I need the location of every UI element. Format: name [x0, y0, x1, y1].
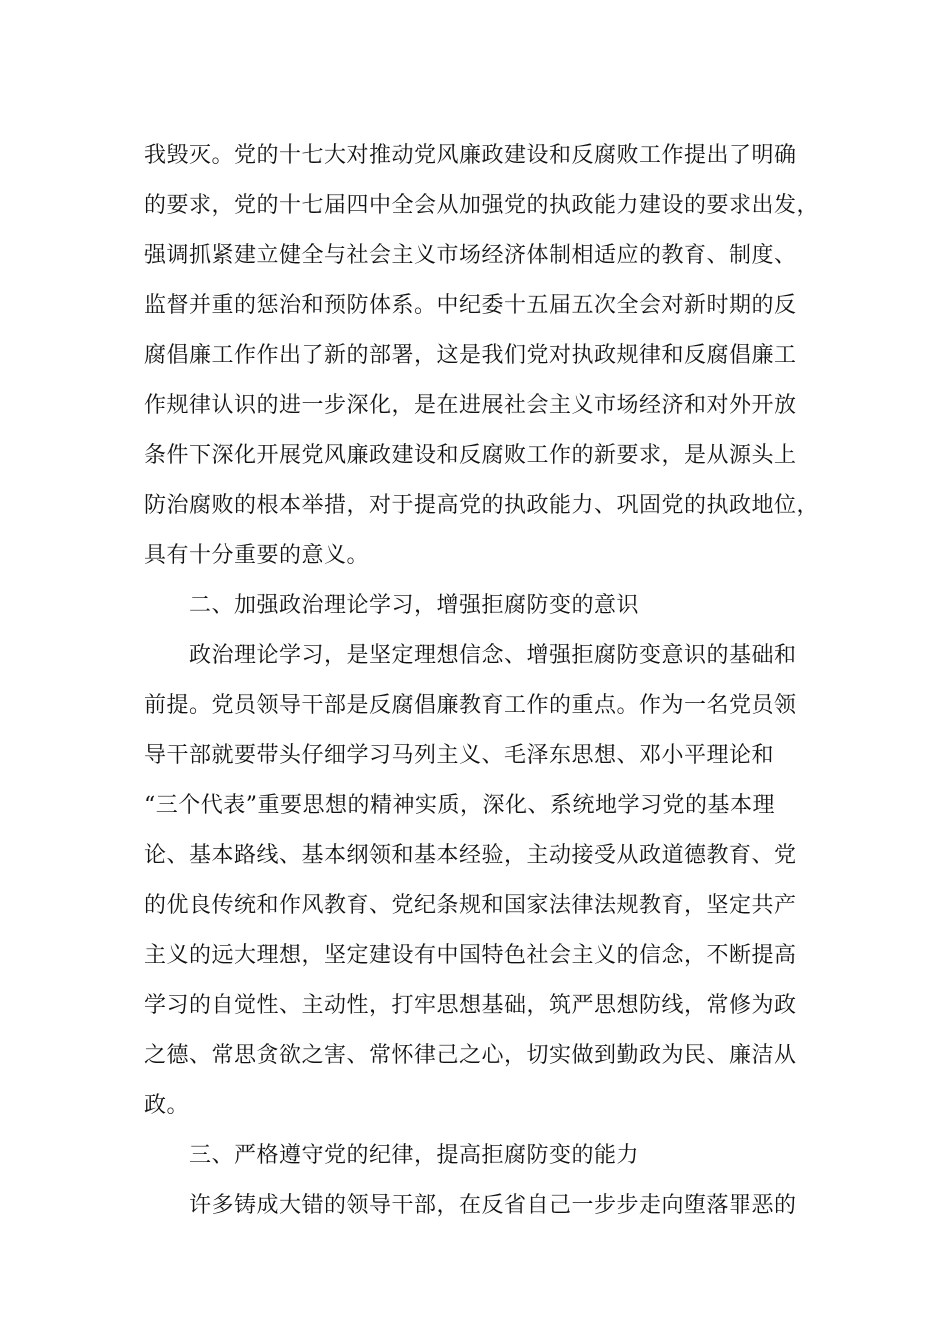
paragraph-line: 具有十分重要的意义。 — [144, 543, 370, 568]
paragraph-line: 监督并重的惩治和预防体系。中纪委十五届五次全会对新时期的反 — [144, 293, 797, 318]
paragraph-line: 主义的远大理想，坚定建设有中国特色社会主义的信念，不断提高 — [144, 943, 797, 968]
paragraph-line: 条件下深化开展党风廉政建设和反腐败工作的新要求，是从源头上 — [144, 443, 797, 468]
section-heading: 三、严格遵守党的纪律，提高拒腐防变的能力 — [189, 1143, 640, 1168]
paragraph-line: 政治理论学习，是坚定理想信念、增强拒腐防变意识的基础和 — [189, 643, 797, 668]
section-heading: 二、加强政治理论学习，增强拒腐防变的意识 — [189, 593, 640, 618]
paragraph-line: 之德、常思贪欲之害、常怀律己之心，切实做到勤政为民、廉洁从 — [144, 1043, 797, 1068]
paragraph-line: 导干部就要带头仔细学习马列主义、毛泽东思想、邓小平理论和 — [144, 743, 775, 768]
paragraph-line: 学习的自觉性、主动性，打牢思想基础，筑严思想防线，常修为政 — [144, 993, 797, 1018]
paragraph-line: 防治腐败的根本举措，对于提高党的执政能力、巩固党的执政地位， — [144, 493, 820, 518]
paragraph-line: “三个代表”重要思想的精神实质，深化、系统地学习党的基本理 — [144, 793, 775, 818]
paragraph-line: 的要求，党的十七届四中全会从加强党的执政能力建设的要求出发， — [144, 193, 820, 218]
paragraph-line: 的优良传统和作风教育、党纪条规和国家法律法规教育，坚定共产 — [144, 893, 797, 918]
paragraph-line: 腐倡廉工作作出了新的部署，这是我们党对执政规律和反腐倡廉工 — [144, 343, 797, 368]
document-body — [144, 131, 820, 1231]
paragraph-line: 前提。党员领导干部是反腐倡廉教育工作的重点。作为一名党员领 — [144, 693, 797, 718]
paragraph-line: 我毁灭。党的十七大对推动党风廉政建设和反腐败工作提出了明确 — [144, 143, 797, 168]
paragraph-line: 论、基本路线、基本纲领和基本经验，主动接受从政道德教育、党 — [144, 843, 797, 868]
paragraph-line: 政。 — [144, 1093, 190, 1118]
paragraph-line: 许多铸成大错的领导干部，在反省自己一步步走向堕落罪恶的 — [189, 1193, 797, 1218]
paragraph-line: 作规律认识的进一步深化，是在进展社会主义市场经济和对外开放 — [144, 393, 797, 418]
paragraph-line: 强调抓紧建立健全与社会主义市场经济体制相适应的教育、制度、 — [144, 243, 797, 268]
